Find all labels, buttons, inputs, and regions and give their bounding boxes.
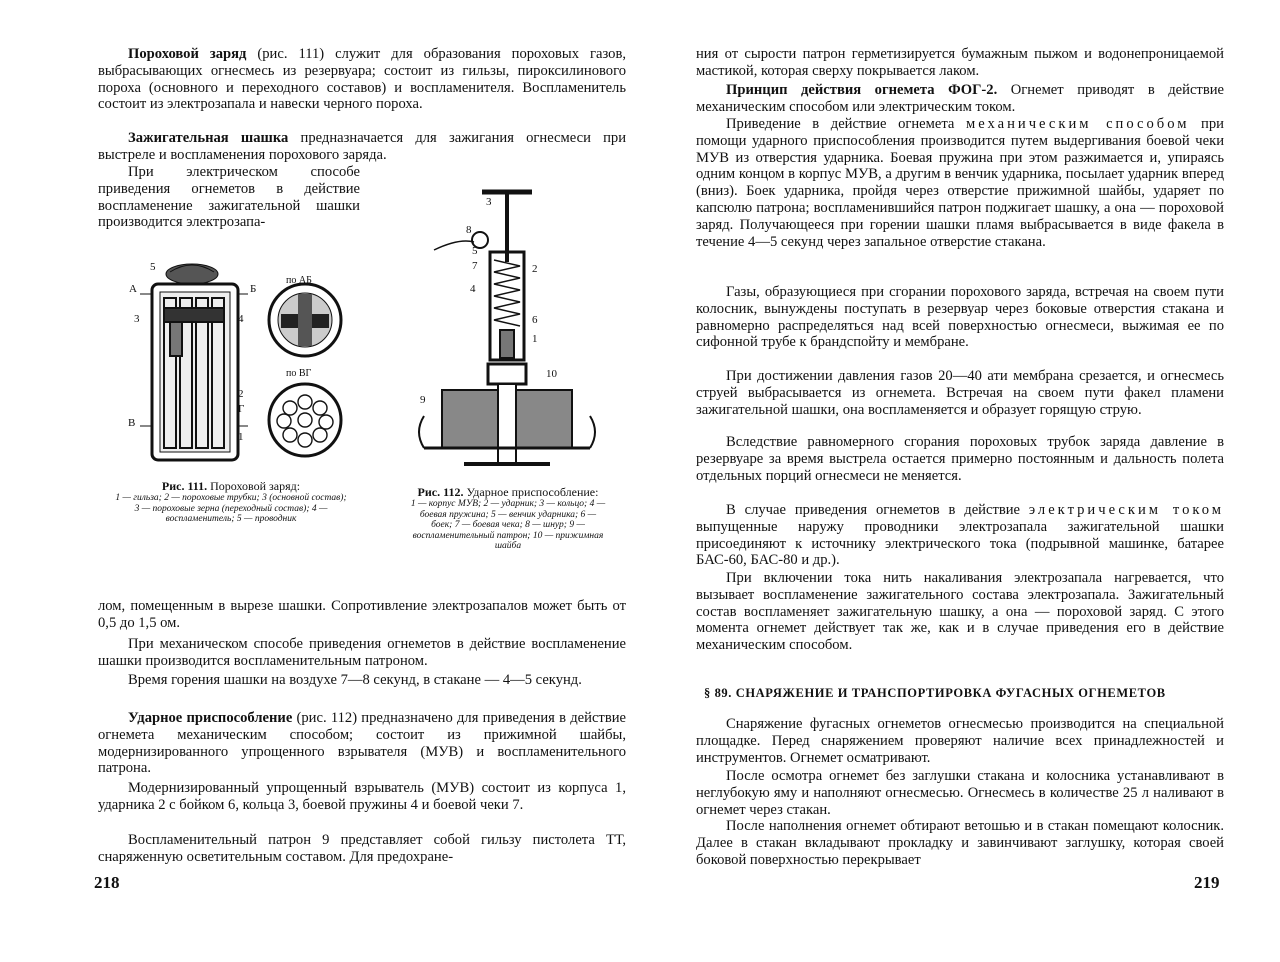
fig112-label-6: 6: [532, 314, 538, 326]
fig111-label-5: 5: [150, 261, 156, 273]
paragraph-operating-principle: Принцип действия огнемета ФОГ-2. Огнемет приводят в действие механическим способом или электрическим током.: [696, 82, 1224, 115]
paragraph-muv: Модернизированный упрощенный взрыватель (МУВ) состоит из корпуса 1, ударника 2 с бойком 6, кольца 3, боевой пружины 4 и боевой чеки 7.: [98, 780, 626, 813]
paragraph-electric-ignition: При электрическом способе приведения огнеметов в действие воспламенение зажигательной шашки производится электрозапа-: [98, 164, 360, 231]
paragraph-igniter-cartridge: Воспламенительный патрон 9 представляет собой гильзу пистолета ТТ, снаряженную осветительным составом. Для предохране-: [98, 832, 626, 865]
paragraph-electric-mode: В случае приведения огнеметов в действие электрическим током выпущенные наружу проводники электрозапала зажигательной шашки присоединяют к источнику электрического тока (подрывной машинке, батарее БАС-60, БАС-80 и др.).: [696, 502, 1224, 569]
paragraph-mechanical-ignition: При механическом способе приведения огнеметов в действие воспламенение шашки производится воспламенительным патроном.: [98, 636, 626, 669]
term-operating-principle: Принцип действия огнемета ФОГ-2.: [726, 82, 998, 98]
paragraph-burn-time: Время горения шашки на воздухе 7—8 секунд, в стакане — 4—5 секунд.: [128, 672, 582, 688]
section-heading-89: § 89. СНАРЯЖЕНИЕ И ТРАНСПОРТИРОВКА ФУГАСНЫХ ОГНЕМЕТОВ: [704, 686, 1166, 700]
fig112-label-7: 7: [472, 260, 478, 272]
fig111-section-ab-label: по АБ: [286, 275, 312, 286]
figure-111-legend: 1 — гильза; 2 — пороховые трубки; 3 (основной состав); 3 — пороховые зерна (переходный состав); 4 — воспламенитель; 5 — проводник: [115, 493, 347, 524]
paragraph-current-on: При включении тока нить накаливания электрозапала нагревается, что вызывает воспламенение зажигательного состава электрозапала. Зажигательный состав воспламеняет зажигательную шашку, а она — пороховой заряд. С этого момента огнемет действует так же, как и в случае приведения его в действие механическим способом.: [696, 570, 1224, 654]
paragraph-uniform-burning: Вследствие равномерного сгорания пороховых трубок заряда давление в резервуаре за время выстрела остается примерно постоянным и дальность полета отдельных порций огнесмеси не меняется.: [696, 434, 1224, 484]
fig112-label-1: 1: [532, 333, 538, 345]
term-powder-charge: Пороховой заряд: [128, 46, 247, 62]
fig111-label-2: 2: [238, 388, 244, 400]
figure-112-caption: Рис. 112. Ударное приспособление: 1 — корпус МУВ; 2 — ударник; 3 — кольцо; 4 — боевая пружина; 5 — венчик ударника; 6 — боек; 7 — боевая чека; 8 — шнур; 9 — воспламенительный патрон; 10 — прижимная шайба: [410, 485, 606, 551]
fig112-label-8: 8: [466, 224, 472, 236]
fig112-label-10: 10: [546, 368, 557, 380]
page-number-right: 219: [1194, 873, 1220, 892]
paragraph-after-filling: После наполнения огнемет обтирают ветошью и в стакан помещают колосник. Далее в стакан вкладывают прокладку и завинчивают заглушку, которая своей боковой поверхностью перекрывает: [696, 818, 1224, 868]
figure-112-legend: 1 — корпус МУВ; 2 — ударник; 3 — кольцо; 4 — боевая пружина; 5 — венчик ударника; 6 — боек; 7 — боевая чека; 8 — шнур; 9 — воспламенительный патрон; 10 — прижимная шайба: [410, 499, 606, 551]
paragraph-incendiary-block: Зажигательная шашка предназначается для зажигания огнесмеси при выстреле и воспламенения порохового заряда.: [98, 130, 626, 163]
paragraph-mechanical-mode: Приведение в действие огнемета механическим способом при помощи ударного приспособления производится путем выдергивания боевой чеки МУВ из отверстия ударника. Боевая пружина при этом разжимается и, упираясь одним концом в корпус МУВ, а другим в венчик ударника, посылает ударник вперед (вниз). Боек ударника, пройдя через отверстие прижимной шайбы, ударяет по капсюлю патрона; воспламенившийся патрон поджигает шашку, а она — пороховой заряд. Получающееся при горении шашки пламя выбрасывается в виде факела в течение 4—5 секунд через запальное отверстие стакана.: [696, 116, 1224, 250]
fig111-label-a: А: [129, 283, 137, 295]
paragraph-powder-charge: Пороховой заряд (рис. 111) служит для образования пороховых газов, выбрасывающих огнесмесь из резервуара; состоит из гильзы, пироксилинового пороха (основного и переходного составов) и воспламенителя. Воспламенитель состоит из электрозапала и навески черного пороха.: [98, 46, 626, 113]
term-incendiary-block: Зажигательная шашка: [128, 130, 289, 146]
fig111-label-1: 1: [238, 431, 244, 443]
fig111-label-v: В: [128, 417, 136, 429]
term-striking-device: Ударное приспособление: [128, 710, 293, 726]
fig111-label-g: Г: [238, 403, 245, 415]
fig111-label-4: 4: [238, 313, 244, 325]
fig112-label-3: 3: [486, 196, 492, 208]
paragraph-striking-device: Ударное приспособление (рис. 112) предназначено для приведения в действие огнемета механическим способом; состоит из прижимной шайбы, модернизированного упрощенного взрывателя (МУВ) и воспламенительного патрона.: [98, 710, 626, 777]
fig112-label-2: 2: [532, 263, 538, 275]
fig112-label-5: 5: [472, 245, 478, 257]
fig111-label-3: 3: [134, 313, 140, 325]
fig112-label-9: 9: [420, 394, 426, 406]
figure-112-striking-device: [404, 180, 614, 472]
paragraph-after-inspection: После осмотра огнемет без заглушки стакана и колосника устанавливают в неглубокую яму и наполняют огнесмесью. Огнесмесь в количестве 25 л наливают в огнемет через стакан.: [696, 768, 1224, 818]
fig111-label-b: Б: [250, 283, 257, 295]
fig112-label-4: 4: [470, 283, 476, 295]
paragraph-gases: Газы, образующиеся при сгорании порохового заряда, встречая на своем пути колосник, вынуждены поступать в резервуар через боковые отверстия стакана и равномерно распределяться над всей поверхностью огнесмеси, выжимая ее по сифонной трубе к брандспойту и мембране.: [696, 284, 1224, 351]
paragraph-electric-ignition-cont: лом, помещенным в вырезе шашки. Сопротивление электрозапалов может быть от 0,5 до 1,5 ом.: [98, 598, 626, 631]
fig111-section-vg-label: по ВГ: [286, 368, 312, 379]
paragraph-sealing: ния от сырости патрон герметизируется бумажным пыжом и водонепроницаемой мастикой, которая сверху покрывается лаком.: [696, 46, 1224, 79]
page-number-left: 218: [94, 873, 120, 892]
paragraph-filling-site: Снаряжение фугасных огнеметов огнесмесью производится на специальной площадке. Перед снаряжением проверяют наличие всех принадлежностей и инструментов. Огнемет осматривают.: [696, 716, 1224, 766]
right-page: [640, 0, 1280, 962]
paragraph-membrane: При достижении давления газов 20—40 ати мембрана срезается, и огнесмесь струей выбрасывается из огнемета. Встречая на своем пути факел пламени зажигательной шашки, она воспламеняется и образует горящую струю.: [696, 368, 1224, 418]
figure-111-caption: Рис. 111. Пороховой заряд: 1 — гильза; 2 — пороховые трубки; 3 (основной состав); 3 — пороховые зерна (переходный состав); 4 — воспламенитель; 5 — проводник: [112, 480, 350, 525]
